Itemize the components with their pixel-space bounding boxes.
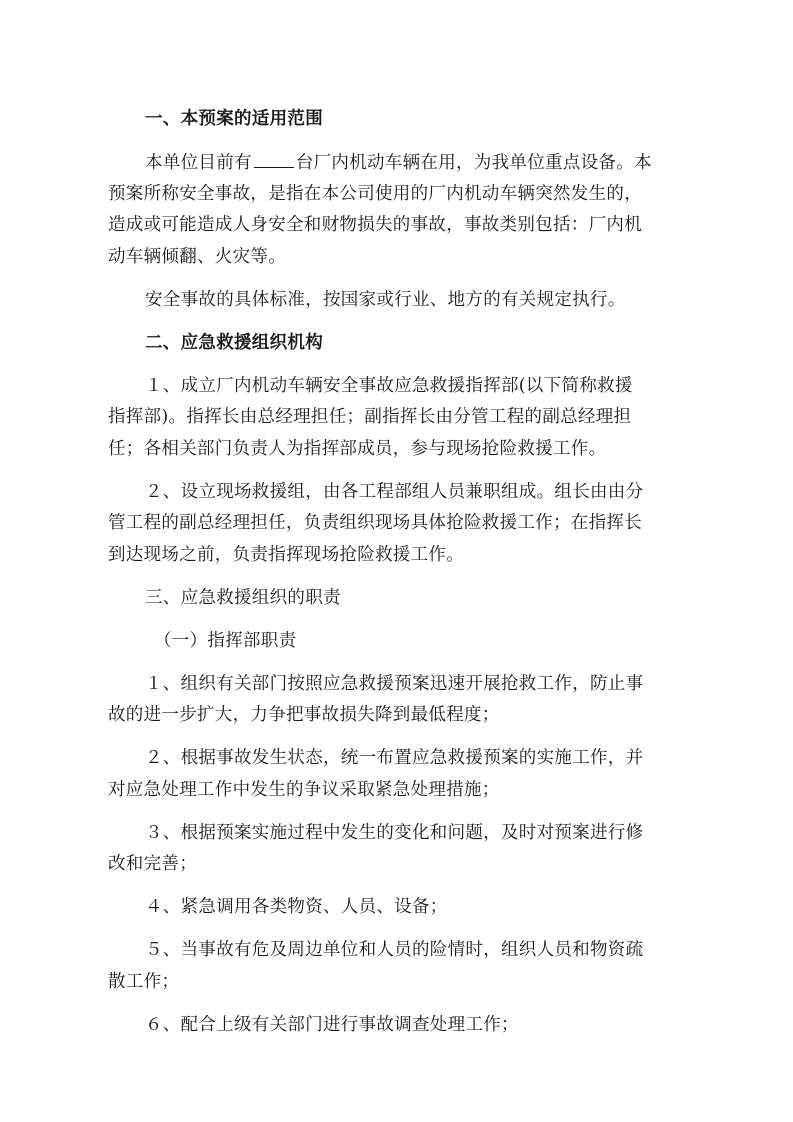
paragraph-line: ３、根据预案实施过程中发生的变化和问题，及时对预案进行修 bbox=[145, 822, 644, 843]
paragraph-line: 预案所称安全事故，是指在本公司使用的厂内机动车辆突然发生的， bbox=[108, 183, 642, 204]
duty-item bbox=[108, 1010, 678, 1042]
section-heading-scope: 一、本预案的适用范围 bbox=[145, 109, 323, 129]
paragraph-line: １、成立厂内机动车辆安全事故应急救援指挥部(以下简称救援 bbox=[145, 375, 633, 396]
text-fragment: 本单位目前有 bbox=[145, 153, 252, 173]
paragraph-line: 指挥部)。指挥长由总经理担任；副指挥长由分管工程的副总经理担 bbox=[108, 407, 632, 427]
paragraph-rescue-team bbox=[108, 477, 678, 572]
paragraph-line: 管工程的副总经理担任，负责组织现场具体抢险救援工作；在指挥长 bbox=[108, 513, 642, 533]
duty-item bbox=[108, 818, 678, 881]
paragraph-standards bbox=[108, 285, 678, 317]
paragraph-line: 安全事故的具体标准，按国家或行业、地方的有关规定执行。 bbox=[145, 289, 626, 310]
paragraph-line: 改和完善； bbox=[108, 854, 197, 874]
duty-item bbox=[108, 935, 678, 998]
paragraph-line: 到达现场之前，负责指挥现场抢险救援工作。 bbox=[108, 544, 464, 565]
paragraph-line: 对应急处理工作中发生的争议采取紧急处理措施； bbox=[108, 779, 500, 800]
fill-in-blank bbox=[254, 147, 294, 168]
paragraph-line: 任；各相关部门负责人为指挥部成员，参与现场抢险救援工作。 bbox=[108, 438, 607, 459]
paragraph-line: ５、当事故有危及周边单位和人员的险情时，组织人员和物资疏 bbox=[145, 940, 644, 960]
text-fragment: 台厂内机动车辆在用，为我单位重点设备。本 bbox=[295, 153, 652, 173]
paragraph-line: 故的进一步扩大，力争把事故损失降到最低程度； bbox=[108, 705, 500, 725]
paragraph-line: ６、配合上级有关部门进行事故调查处理工作； bbox=[145, 1014, 519, 1035]
paragraph-command-center bbox=[108, 371, 678, 466]
paragraph-line: ４、紧急调用各类物资、人员、设备； bbox=[145, 897, 448, 917]
paragraph-line: ２、设立现场救援组，由各工程部组人员兼职组成。组长由由分 bbox=[145, 481, 644, 502]
paragraph-line: ２、根据事故发生状态，统一布置应急救援预案的实施工作，并 bbox=[145, 748, 644, 768]
paragraph-line bbox=[108, 147, 678, 179]
paragraph-line: 散工作； bbox=[108, 971, 180, 992]
document-body bbox=[108, 104, 678, 1041]
duty-item bbox=[108, 892, 678, 924]
section-heading-duties: 三、应急救援组织的职责 bbox=[145, 587, 341, 608]
paragraph-line: 动车辆倾翻、火灾等。 bbox=[108, 246, 286, 267]
paragraph-scope bbox=[108, 147, 678, 273]
section-heading-organization: 二、应急救援组织机构 bbox=[145, 332, 323, 353]
paragraph-line: 造成或可能造成人身安全和财物损失的事故，事故类别包括：厂内机 bbox=[108, 215, 642, 235]
duty-item bbox=[108, 669, 678, 732]
paragraph-line: １、组织有关部门按照应急救援预案迅速开展抢救工作，防止事 bbox=[145, 673, 644, 694]
subsection-heading: （一）指挥部职责 bbox=[154, 630, 297, 651]
duty-item bbox=[108, 743, 678, 806]
